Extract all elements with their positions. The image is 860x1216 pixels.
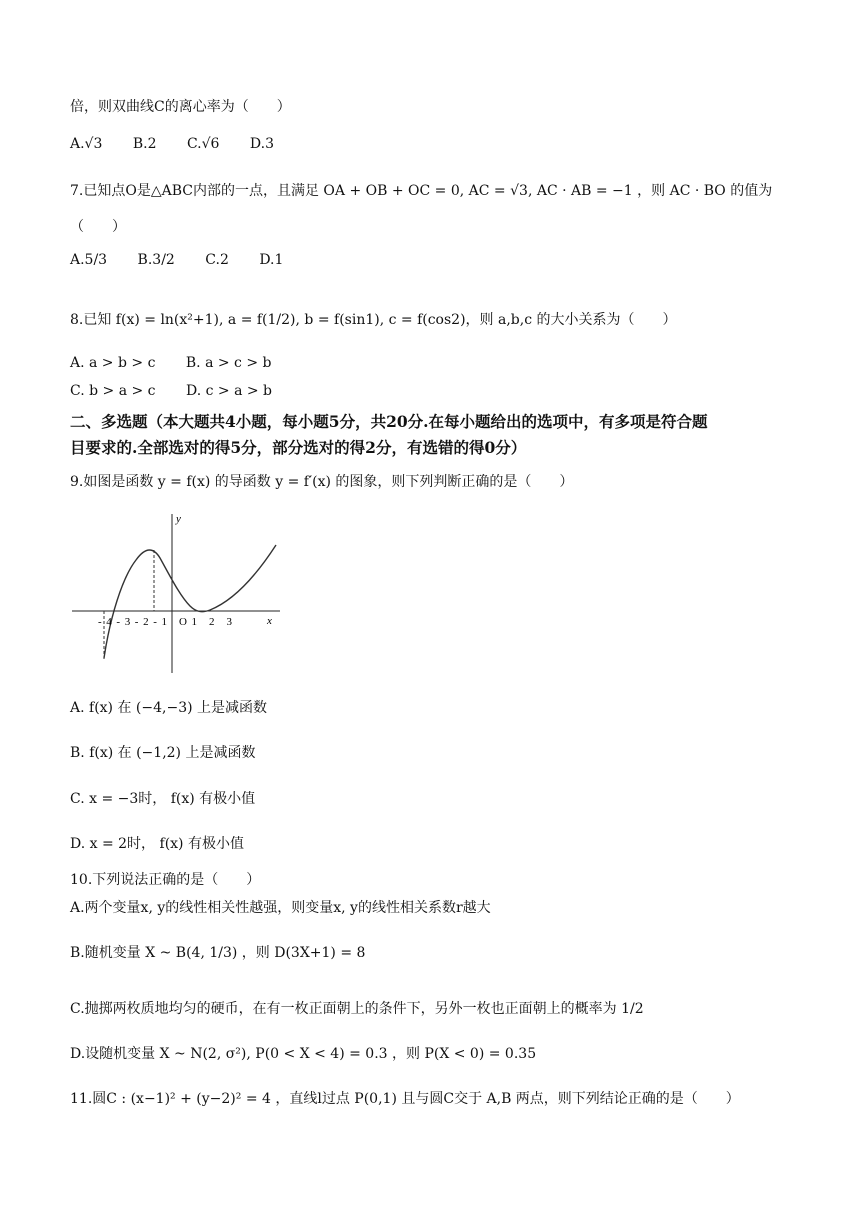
q8-options-row2 [70,383,298,399]
q8-stem: 8.已知 f(x) = ln(x²+1), a = f(1/2), b = f(sin1), c = f(cos2)，则 a,b,c 的大小关系为（ ） [70,312,677,328]
q9-option-c: C. x = −3时， f(x) 有极小值 [70,791,256,807]
q6-options [70,136,300,152]
q7-options [70,252,309,268]
q6-option-c: C.√6 [186,136,220,152]
section2-heading-line1: 二、多选题（本大题共4小题，每小题5分，共20分.在每小题给出的选项中，有多项是符合题 [70,412,708,431]
q10-option-b: B.随机变量 X ~ B(4, 1/3) ，则 D(3X+1) = 8 [70,945,366,961]
q8-option-b: B. a > c > b [185,355,272,371]
q7-stem: 7.已知点O是△ABC内部的一点，且满足 OA + OB + OC = 0, AC = √3, AC · AB = −1 ，则 AC · BO 的值为 [70,183,773,199]
q8-option-c: C. b > a > c [70,383,156,399]
q9-option-d: D. x = 2时， f(x) 有极小值 [70,836,244,852]
q9-option-a: A. f(x) 在 (−4,−3) 上是减函数 [70,700,268,716]
q11-stem: 11.圆C : (x−1)² + (y−2)² = 4 ，直线l过点 P(0,1) 且与圆C交于 A,B 两点，则下列结论正确的是（ ） [70,1091,740,1107]
x-tick-labels: -4-3-2-1 O1 2 3 [98,616,232,628]
q8-option-a: A. a > b > c [70,355,156,371]
x-axis-label: x [267,615,272,627]
section2-heading-line2: 目要求的.全部选对的得5分，部分选对的得2分，有选错的得0分） [70,438,527,457]
q6-option-d: D.3 [249,136,274,152]
q9-stem: 9.如图是函数 y = f(x) 的导函数 y = f′(x) 的图象，则下列判断正确的是（ ） [70,474,574,490]
derivative-curve [104,545,276,658]
q10-option-a: A.两个变量x, y的线性相关性越强，则变量x, y的线性相关系数r越大 [70,900,491,916]
q10-option-d: D.设随机变量 X ~ N(2, σ²), P(0 < X < 4) = 0.3 ，则 P(X < 0) = 0.35 [70,1046,537,1062]
q6-stem: 倍，则双曲线C的离心率为（ ） [70,99,291,115]
q9-derivative-graph [70,508,290,676]
q10-stem: 10.下列说法正确的是（ ） [70,872,261,888]
q6-option-a: A.√3 [70,136,103,152]
q7-option-a: A.5/3 [70,252,108,268]
q7-stem-paren: （ ） [70,219,126,235]
q10-option-c: C.抛掷两枚质地均匀的硬币，在有一枚正面朝上的条件下，另外一枚也正面朝上的概率为 1/2 [70,1001,644,1017]
q8-options-row1 [70,355,297,371]
q8-option-d: D. c > a > b [185,383,273,399]
q6-option-b: B.2 [132,136,157,152]
q9-option-b: B. f(x) 在 (−1,2) 上是减函数 [70,745,256,761]
y-axis-label: y [176,513,181,525]
q7-option-d: D.1 [259,252,284,268]
q7-option-c: C.2 [205,252,229,268]
q7-option-b: B.3/2 [137,252,175,268]
